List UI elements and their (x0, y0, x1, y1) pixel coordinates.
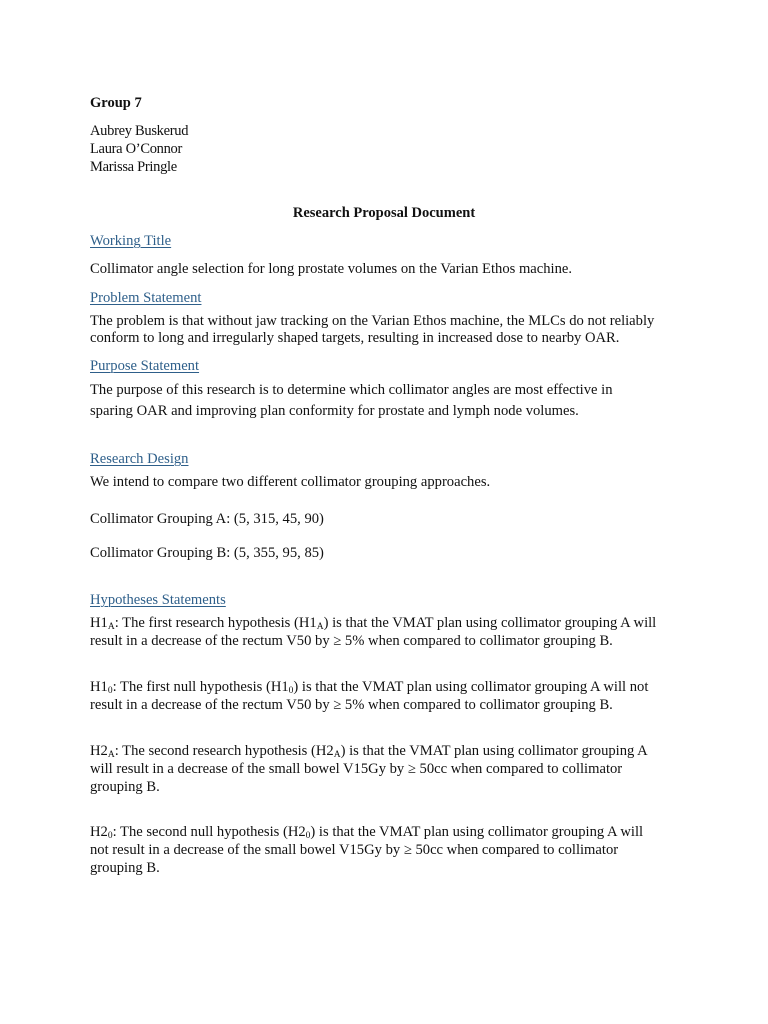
purpose-statement-line: sparing OAR and improving plan conformity for prostate and lymph node volumes. (90, 403, 579, 419)
hypothesis-text: : The second null hypothesis (H2 (112, 824, 306, 840)
hypothesis-text: ) is that the VMAT plan using collimator grouping A will not (293, 679, 649, 695)
hypothesis-h20-line1 (90, 823, 643, 841)
hypothesis-label: H1 (90, 615, 108, 631)
hypothesis-label: H1 (90, 679, 108, 695)
hypothesis-text: : The first null hypothesis (H1 (112, 679, 289, 695)
problem-statement-line: The problem is that without jaw tracking on the Varian Ethos machine, the MLCs do not reliably (90, 313, 655, 329)
hypothesis-text: : The second research hypothesis (H2 (114, 743, 334, 759)
hypothesis-h2a-line3: grouping B. (90, 779, 160, 795)
collimator-grouping-a: Collimator Grouping A: (5, 315, 45, 90) (90, 511, 324, 527)
author-name: Marissa Pringle (90, 159, 177, 175)
hypothesis-h2a-line1 (90, 742, 648, 760)
research-design-intro: We intend to compare two different collimator grouping approaches. (90, 474, 491, 490)
hypothesis-text: ) is that the VMAT plan using collimator grouping A (340, 743, 648, 759)
hypothesis-subscript: 0 (107, 686, 113, 696)
hypothesis-subscript: 0 (107, 831, 113, 841)
hypothesis-subscript: 0 (288, 686, 294, 696)
working-title-text: Collimator angle selection for long prostate volumes on the Varian Ethos machine. (90, 261, 573, 277)
purpose-statement-heading: Purpose Statement (90, 358, 200, 374)
hypothesis-label: H2 (90, 824, 108, 840)
working-title-heading: Working Title (90, 233, 172, 249)
hypothesis-label: H2 (90, 743, 108, 759)
hypothesis-text: : The first research hypothesis (H1 (114, 615, 317, 631)
problem-statement-heading: Problem Statement (90, 290, 202, 306)
research-design-heading: Research Design (90, 451, 189, 467)
hypothesis-h20-line2: not result in a decrease of the small bowel V15Gy by ≥ 50cc when compared to collimator (90, 842, 619, 858)
document-title: Research Proposal Document (292, 205, 476, 221)
hypothesis-h2a-line2: will result in a decrease of the small bowel V15Gy by ≥ 50cc when compared to collimator (90, 761, 623, 777)
hypothesis-text: ) is that the VMAT plan using collimator grouping A will (323, 615, 657, 631)
hypothesis-subscript: A (333, 750, 341, 760)
hypotheses-heading: Hypotheses Statements (90, 592, 226, 608)
hypothesis-subscript: A (316, 622, 324, 632)
hypothesis-subscript: A (107, 750, 115, 760)
hypothesis-subscript: A (107, 622, 115, 632)
problem-statement-line: conform to long and irregularly shaped targets, resulting in increased dose to nearby OAR. (90, 330, 620, 346)
hypothesis-h10-line1 (90, 678, 648, 696)
author-name: Laura O’Connor (90, 141, 183, 157)
purpose-statement-line: The purpose of this research is to determine which collimator angles are most effective in (90, 382, 613, 398)
hypothesis-text: ) is that the VMAT plan using collimator grouping A will (310, 824, 644, 840)
collimator-grouping-b: Collimator Grouping B: (5, 355, 95, 85) (90, 545, 324, 561)
hypothesis-h1a-line2: result in a decrease of the rectum V50 by ≥ 5% when compared to collimator grouping B. (90, 633, 613, 649)
hypothesis-h20-line3: grouping B. (90, 860, 160, 876)
hypothesis-h10-line2: result in a decrease of the rectum V50 by ≥ 5% when compared to collimator grouping B. (90, 697, 613, 713)
author-name: Aubrey Buskerud (90, 123, 189, 139)
hypothesis-subscript: 0 (305, 831, 311, 841)
group-title: Group 7 (90, 95, 142, 111)
hypothesis-h1a-line1 (90, 614, 656, 632)
